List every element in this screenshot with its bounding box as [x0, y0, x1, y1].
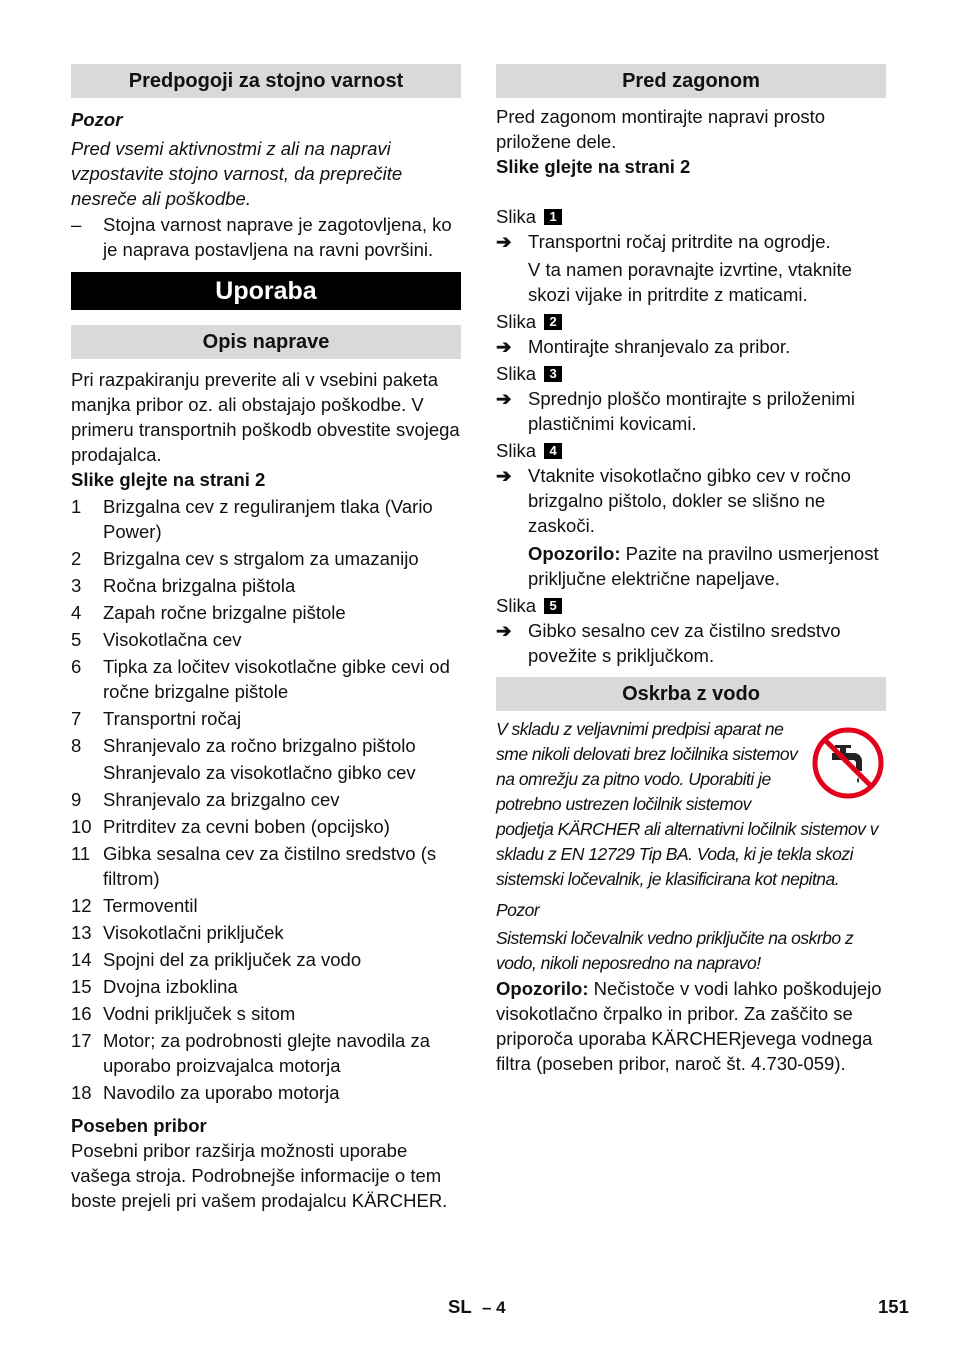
water-warning: [496, 976, 886, 1076]
section-header-stability: Predpogoji za stojno varnost: [71, 64, 461, 98]
list-item-text: Gibka sesalna cev za čistilno sredstvo (s filtrom): [103, 843, 437, 889]
list-item: [71, 573, 461, 598]
slika-label: [496, 204, 886, 229]
opis-intro: Pri razpakiranju preverite ali v vsebini paketa manjka pribor oz. ali obstajajo poškodbe. V primeru transportnih poškodb obvestite svojega prodajalca.: [71, 369, 460, 465]
list-item: [71, 654, 461, 704]
step-extra-text: V ta namen poravnajte izvrtine, vtaknite skozi vijake in pritrdite z maticami.: [528, 259, 852, 305]
step-warning-text: Pazite na pravilno usmerjenost priključne električne napeljave.: [528, 543, 879, 589]
list-item: [71, 600, 461, 625]
section-header-pred-zagonom: Pred zagonom: [496, 64, 886, 98]
list-item-number: 3: [71, 575, 82, 596]
arrow-icon: ➔: [496, 388, 512, 409]
dash-mark: –: [71, 214, 82, 235]
list-item-text: Termoventil: [103, 895, 198, 916]
footer-lang: SL: [448, 1296, 472, 1317]
step-warning: [528, 541, 886, 591]
slika-word: Slika: [496, 440, 537, 461]
parts-list: [71, 494, 461, 1105]
dash-text: Stojna varnost naprave je zagotovljena, ko je naprava postavljena na ravni površini.: [103, 214, 452, 260]
list-item: [71, 814, 461, 839]
list-item: [71, 974, 461, 999]
list-item-number: 1: [71, 496, 82, 517]
list-item-number: 10: [71, 816, 92, 837]
water-warning-text: Nečistoče v vodi lahko poškodujejo visokotlačno črpalko in pribor. Za zaščito se priporoča uporaba KÄRCHERjevega vodnega filtra (poseben pribor, naroč št. 4.730-059).: [496, 978, 882, 1074]
slika-word: Slika: [496, 311, 537, 332]
figure-number-badge: 4: [544, 443, 562, 459]
water-text: V skladu z veljavnimi predpisi aparat ne sme nikoli delovati brez ločilnika sistemov na omrežju za pitno vodo. Uporabiti je potrebno ustrezen ločilnik sistemov podjetja KÄRCHER ali alternativni ločilnik sistemov v skladu z EN 12729 Tip BA. Voda, ki je tekla skozi sistemski ločevalnik, je klasificirana kot nepitna.: [496, 719, 878, 889]
figure-number-badge: 3: [544, 366, 562, 382]
figure-number-badge: 2: [544, 314, 562, 330]
slika-label: [496, 593, 886, 618]
right-column: [496, 64, 886, 1076]
list-item-text: Transportni ročaj: [103, 708, 242, 729]
no-drinking-water-icon: [810, 725, 886, 801]
slika-label: [496, 438, 886, 463]
list-item: [71, 494, 461, 544]
slika-word: Slika: [496, 595, 537, 616]
list-item-number: 12: [71, 895, 92, 916]
list-item: [71, 760, 461, 785]
step-instruction: [496, 334, 886, 359]
list-item-number: 8: [71, 735, 82, 756]
see-pages-right: Slike glejte na strani 2: [496, 156, 691, 177]
list-item: [71, 787, 461, 812]
list-item-text: Vodni priključek s sitom: [103, 1003, 296, 1024]
list-item-number: 6: [71, 656, 82, 677]
list-item: [71, 841, 461, 891]
list-item: [71, 1028, 461, 1078]
arrow-icon: ➔: [496, 336, 512, 357]
list-item-text: Dvojna izboklina: [103, 976, 238, 997]
step-instruction: [496, 229, 886, 254]
list-item-text: Brizgalna cev s strgalom za umazanijo: [103, 548, 419, 569]
step-instruction: [496, 386, 886, 436]
list-item: [71, 1001, 461, 1026]
water-warning-label: Opozorilo:: [496, 978, 589, 999]
pozor-text-right: Sistemski ločevalnik vedno priključite na oskrbo z vodo, nikoli neposredno na napravo!: [496, 928, 854, 973]
pozor-text: Pred vsemi aktivnostmi z ali na napravi vzpostavite stojno varnost, da preprečite nesreče ali poškodbe.: [71, 138, 403, 209]
list-item: [71, 546, 461, 571]
arrow-icon: ➔: [496, 620, 512, 641]
left-column: [71, 64, 461, 1213]
list-item-text: Ročna brizgalna pištola: [103, 575, 296, 596]
figure-number-badge: 5: [544, 598, 562, 614]
water-block: [496, 717, 886, 892]
list-item-number: 15: [71, 976, 92, 997]
arrow-icon: ➔: [496, 231, 512, 252]
slika-label: [496, 309, 886, 334]
slika-word: Slika: [496, 206, 537, 227]
step-text: Sprednjo ploščo montirajte s priloženimi plastičnimi kovicami.: [528, 388, 855, 434]
step-text: Montirajte shranjevalo za pribor.: [528, 336, 791, 357]
list-item-number: 5: [71, 629, 82, 650]
list-item-number: 14: [71, 949, 92, 970]
step-instruction: [496, 618, 886, 668]
list-item-text: Shranjevalo za ročno brizgalno pištolo: [103, 735, 416, 756]
arrow-icon: ➔: [496, 465, 512, 486]
list-item-number: 2: [71, 548, 82, 569]
list-item-text: Shranjevalo za visokotlačno gibko cev: [103, 762, 416, 783]
list-item-number: 4: [71, 602, 82, 623]
list-item-text: Shranjevalo za brizgalno cev: [103, 789, 340, 810]
step-warning-label: Opozorilo:: [528, 543, 621, 564]
list-item-text: Brizgalna cev z reguliranjem tlaka (Vario Power): [103, 496, 433, 542]
list-item: [71, 893, 461, 918]
list-item-text: Motor; za podrobnosti glejte navodila za uporabo proizvajalca motorja: [103, 1030, 431, 1076]
see-pages-left: Slike glejte na strani 2: [71, 469, 266, 490]
step-text: Transportni ročaj pritrdite na ogrodje.: [528, 231, 831, 252]
pozor-label: Pozor: [71, 109, 123, 130]
list-item-number: [71, 760, 103, 785]
list-item-number: 7: [71, 708, 82, 729]
accessory-text: Posebni pribor razširja možnosti uporabe vašega stroja. Podrobnejše informacije o tem boste prejeli pri vašem prodajalcu KÄRCHER.: [71, 1140, 448, 1211]
step-instruction: [496, 463, 886, 538]
list-item-text: Navodilo za uporabo motorja: [103, 1082, 340, 1103]
step-text: Gibko sesalno cev za čistilno sredstvo povežite s priključkom.: [528, 620, 841, 666]
list-item: [71, 947, 461, 972]
major-header-uporaba: Uporaba: [71, 272, 461, 310]
accessory-title: Poseben pribor: [71, 1115, 207, 1136]
zagon-intro: Pred zagonom montirajte napravi prosto priložene dele.: [496, 106, 826, 152]
list-item: [71, 920, 461, 945]
list-item-number: 16: [71, 1003, 92, 1024]
slika-word: Slika: [496, 363, 537, 384]
list-item-text: Zapah ročne brizgalne pištole: [103, 602, 346, 623]
list-item: [71, 733, 461, 758]
list-item-text: Visokotlačni priključek: [103, 922, 284, 943]
list-item-number: 13: [71, 922, 92, 943]
list-item-number: 11: [71, 843, 91, 864]
figure-number-badge: 1: [544, 209, 562, 225]
page-number: 151: [878, 1296, 909, 1317]
list-item-number: 18: [71, 1082, 92, 1103]
section-header-opis: Opis naprave: [71, 325, 461, 359]
footer-sep: – 4: [482, 1298, 506, 1317]
list-item: [71, 1080, 461, 1105]
dash-item: [71, 212, 461, 262]
slika-label: [496, 361, 886, 386]
step-text: Vtaknite visokotlačno gibko cev v ročno brizgalno pištolo, dokler se slišno ne zaskoči.: [528, 465, 851, 536]
list-item-text: Tipka za ločitev visokotlačne gibke cevi od ročne brizgalne pištole: [103, 656, 450, 702]
list-item: [71, 706, 461, 731]
steps-list: [496, 204, 886, 668]
list-item-text: Pritrditev za cevni boben (opcijsko): [103, 816, 390, 837]
list-item-text: Spojni del za priključek za vodo: [103, 949, 362, 970]
section-header-oskrba: Oskrba z vodo: [496, 677, 886, 711]
list-item-number: 17: [71, 1030, 92, 1051]
pozor-label-right: Pozor: [496, 900, 540, 920]
list-item-number: 9: [71, 789, 82, 810]
list-item-text: Visokotlačna cev: [103, 629, 242, 650]
list-item: [71, 627, 461, 652]
